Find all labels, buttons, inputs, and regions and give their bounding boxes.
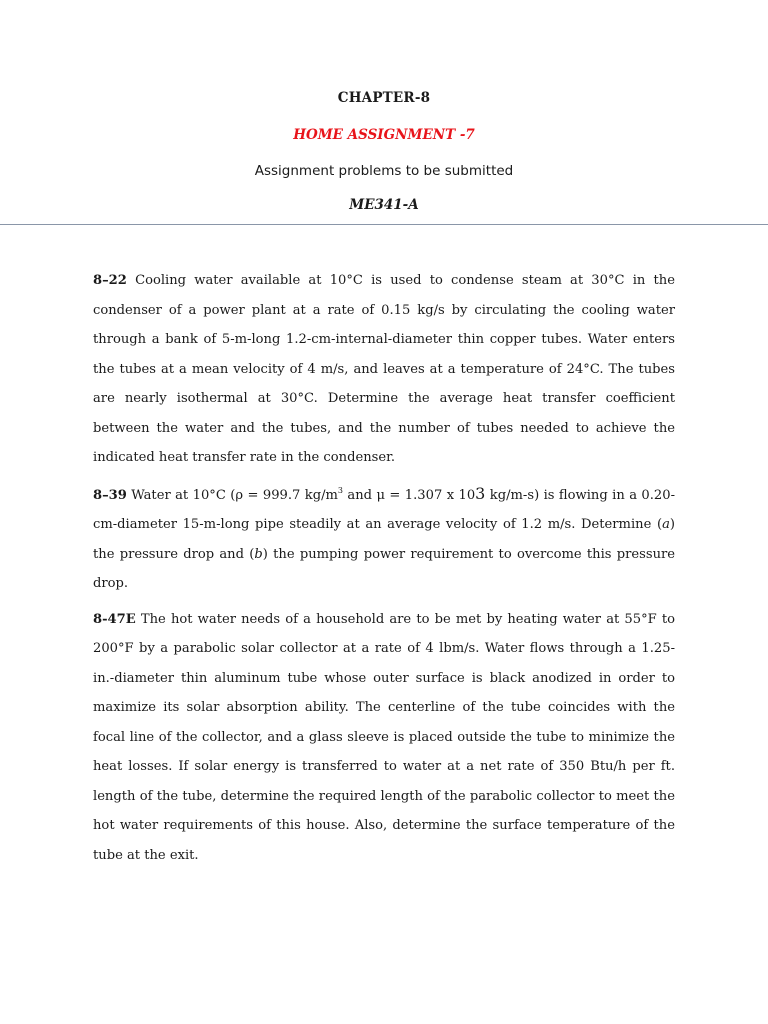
problem-text-part: Water at 10°C (ρ = 999.7 kg/m <box>126 487 338 503</box>
part-label: a <box>662 517 670 532</box>
assignment-subtitle: Assignment problems to be submitted <box>254 163 514 179</box>
problem-text: Cooling water available at 10°C is used to condense steam at 30°C in the condenser of a power plant at a rate of 0.15 kg/s by circulating the cooling water through a bank of 5-m-long 1.2-cm-internal-diameter thin copper tubes. Water enters the tubes at a mean velocity of 4 m/s, and leaves at a temperature of 24°C. The tubes are nearly isothermal at 30°C. Determine the average heat transfer coefficient between the water and the tubes, and the number of tubes needed to achieve the indicated heat transfer rate in the condenser. <box>93 273 675 465</box>
course-code: ME341-A <box>349 197 419 213</box>
problem-text: The hot water needs of a household are to be met by heating water at 55°F to 200°F by a parabolic solar collector at a rate of 4 lbm/s. Water flows through a 1.25-in.-diameter thin aluminum tube whose outer surface is black anodized in order to maximize its solar absorption ability. The centerline of the tube coincides with the focal line of the collector, and a glass sleeve is placed outside the tube to minimize the heat losses. If solar energy is transferred to water at a net rate of 350 Btu/h per ft. length of the tube, determine the required length of the parabolic collector to meet the hot water requirements of this house. Also, determine the surface temperature of the tube at the exit. <box>93 611 675 863</box>
header-divider <box>0 224 768 225</box>
part-label: b <box>254 546 263 562</box>
assignment-title: HOME ASSIGNMENT -7 <box>293 127 475 143</box>
problem-number: 8–22 <box>93 273 127 288</box>
problem-number: 8-47E <box>93 611 136 627</box>
exponent-digit: 3 <box>475 483 486 503</box>
problem-text-part: ) the pressure drop and ( <box>93 517 675 562</box>
superscript-exponent: 3 <box>337 485 344 495</box>
problem-text-part: kg/m-s) is flowing in a 0.20-cm-diameter 15-m-long pipe steadily at an average velocity of 1.2 m/s. Determine ( <box>93 487 676 532</box>
problem-8-39 <box>93 479 675 599</box>
problem-text-part: ) the pumping power requirement to overcome this pressure drop. <box>93 546 676 591</box>
problem-list <box>93 266 675 876</box>
problem-text-part: and μ = 1.307 x 10 <box>343 487 476 503</box>
problem-8-22 <box>93 266 675 473</box>
document-header <box>0 0 768 226</box>
problem-8-47e <box>93 605 675 871</box>
chapter-title: CHAPTER-8 <box>337 90 431 106</box>
problem-number: 8–39 <box>93 487 127 503</box>
